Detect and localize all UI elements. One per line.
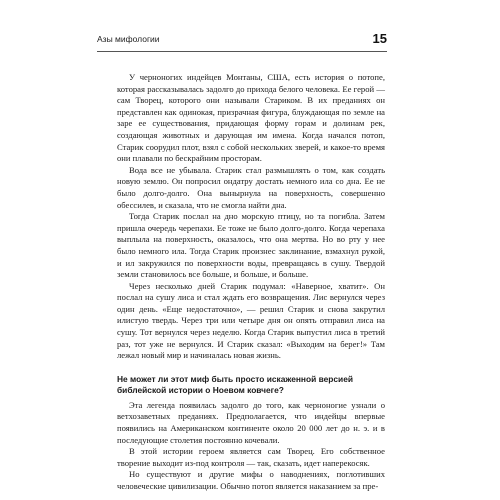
- page-header: [97, 31, 387, 51]
- paragraph: Вода все не убывала. Старик стал размышлять о том, как создать новую землю. Он попросил ондатру достать немного ила со дна. Ее не было долго-долго. Она вынырнула на поверхность, совершенно обессилев, и сказала, что не смогла найти дна.: [117, 164, 385, 210]
- paragraph: Но существуют и другие мифы о наводнениях, поглотивших человеческие цивилизации. Обычно потоп является наказанием за пре-: [117, 469, 385, 491]
- page-number: 15: [372, 31, 387, 46]
- section-subheading: Не может ли этот миф быть просто искаженной версией библейской истории о Ноевом ковчеге?: [117, 373, 354, 395]
- paragraph: В этой истории героем является сам Творец. Его собственное творение выходит из-под контроля — так, сказать, идет наперекосяк.: [117, 446, 385, 468]
- header-rule: [97, 51, 387, 52]
- running-title: Азы мифологии: [97, 34, 160, 44]
- paragraph: Эта легенда появилась задолго до того, как черноногие узнали о ветхозаветных преданиях. Предполагается, что индейцы впервые появились на Американском континенте около 20 000 лет до н. э. и в последующие столетия постоянно кочевали.: [117, 399, 385, 445]
- body-text: [117, 62, 385, 493]
- paragraph: У черноногих индейцев Монтаны, США, есть история о потопе, которая рассказывалась задолго до прихода белого человека. Ее герой — сам Творец, которого они называли Стариком. В их преданиях он представлен как одинокая, призрачная фигура, блуждающая по земле на заре ее существования, придающая форму горам и долинам рек, создающая животных и дарующая им имена. Когда начался потоп, Старик соорудил плот, взял с собой нескольких зверей, и какое-то время они плавали по бескрайним просторам.: [117, 72, 385, 164]
- paragraph: Через несколько дней Старик подумал: «Наверное, хватит». Он послал на сушу лиса и стал ждать его возвращения. Лис вернулся через один день. «Еще недостаточно», — решил Старик и снова закрутил илистую твердь. Через три или четыре дня он опять отправил лиса на сушу. Тот вернулся через неделю. Когда Старик выпустил лиса в третий раз, тот уже не вернулся. И Старик сказал: «Выходим на берег!» Там лежал новый мир и начиналась новая жизнь.: [117, 280, 385, 361]
- paragraph: Тогда Старик послал на дно морскую птицу, но та погибла. Затем пришла очередь черепахи. Ее тоже не было долго-долго. Когда черепаха выплыла на поверхность, оказалось, что она мертва. Но во рту у нее было немного ила. Тогда Старик произнес заклинание, взмахнул рукой, и ил закружился по поверхности воды, превращаясь в сушу. Твердой земли становилось все больше, и больше, и больше.: [117, 211, 385, 280]
